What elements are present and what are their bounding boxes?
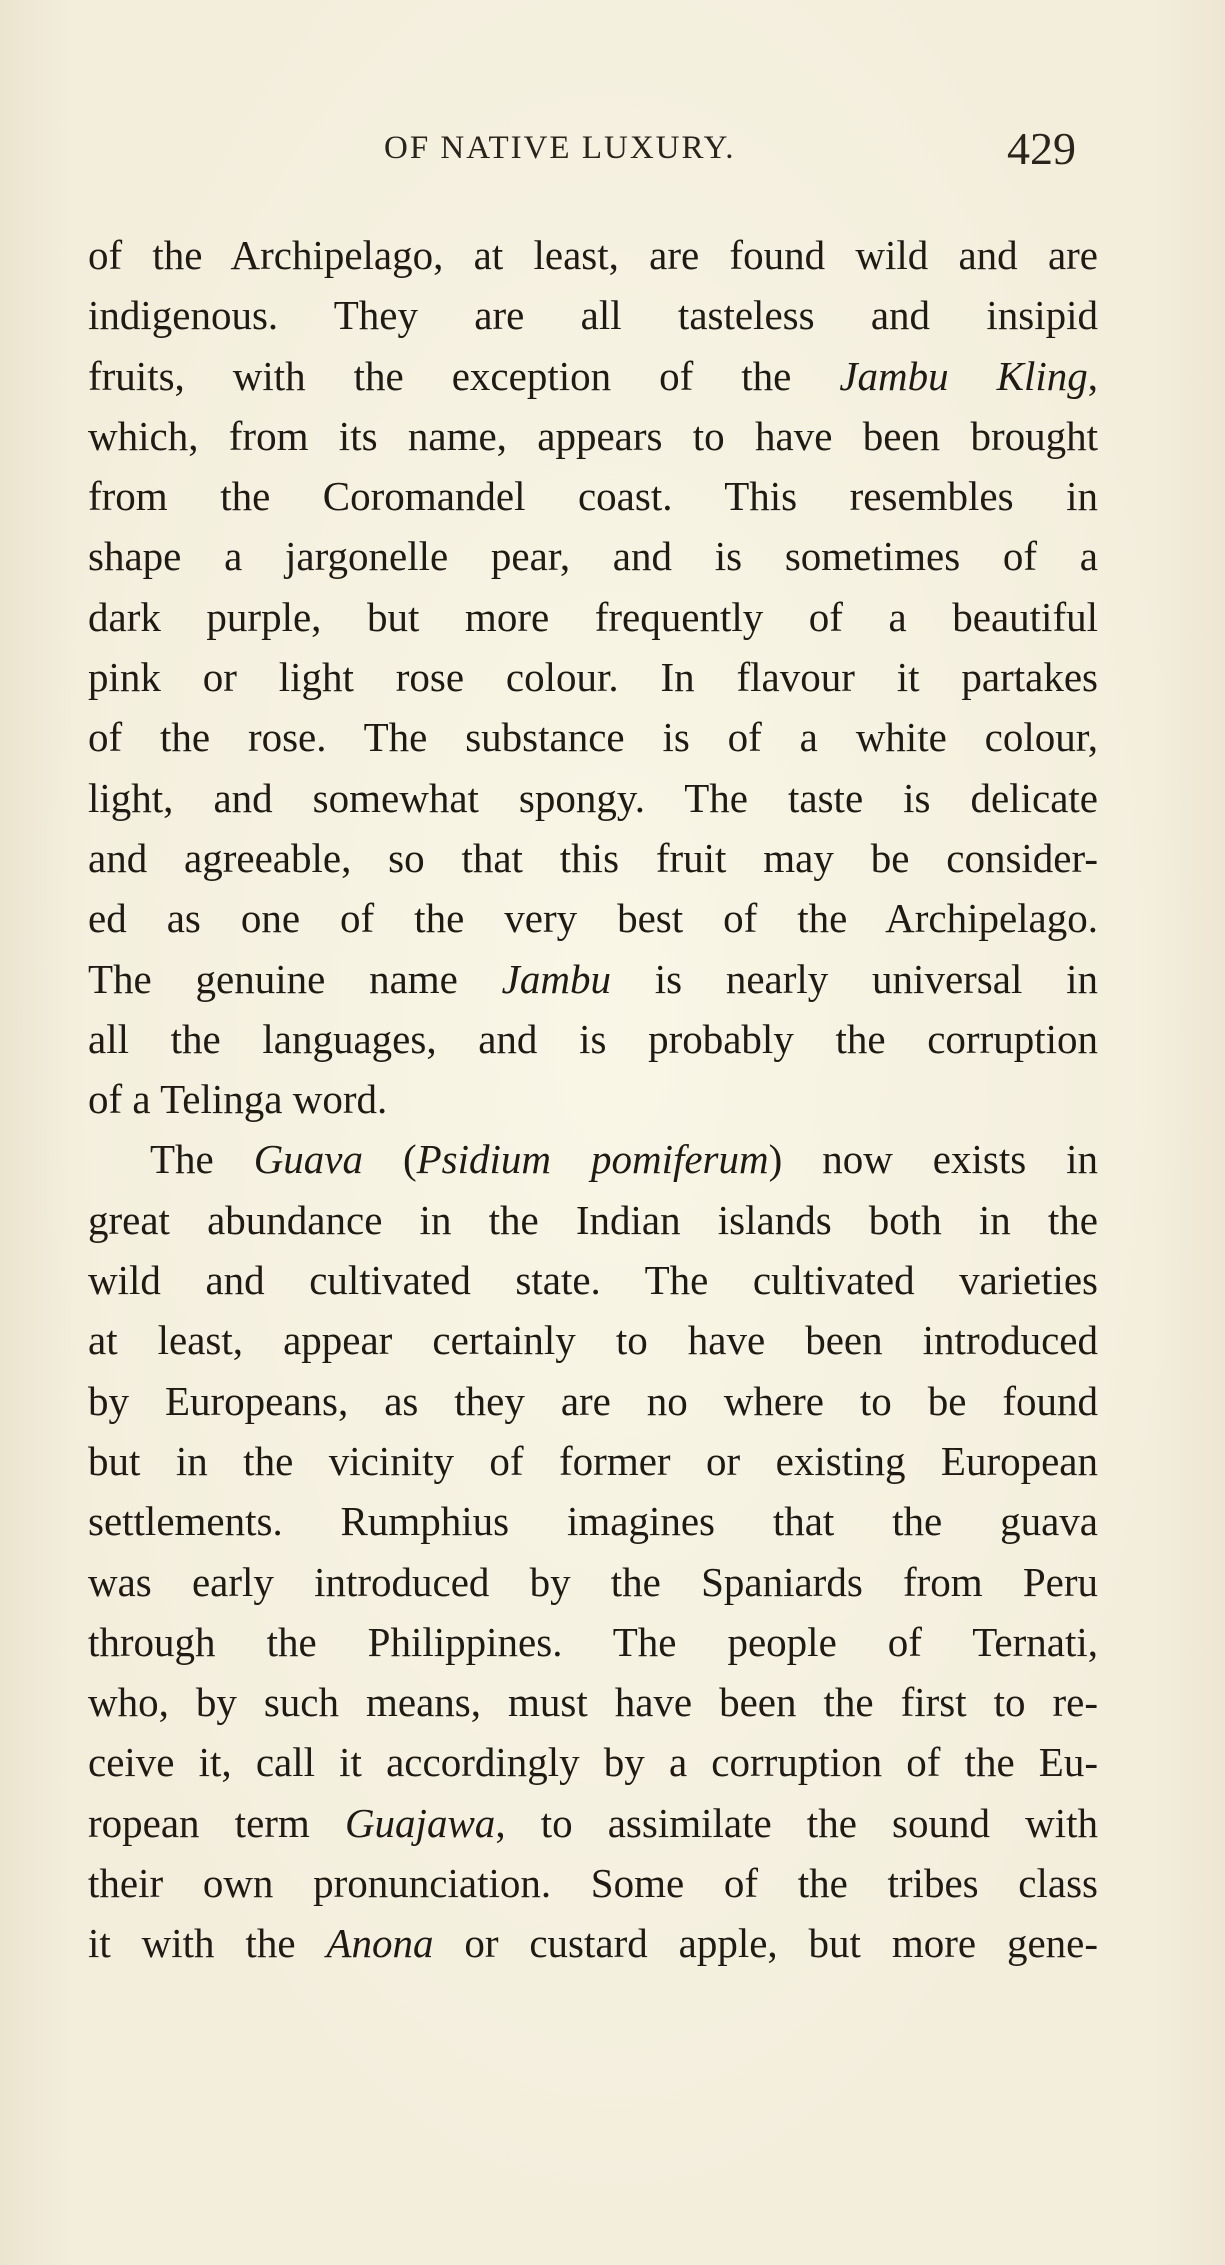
text-run: their own pronunciation. Some of the tribes class	[88, 1860, 1098, 1907]
text-run: who, by such means, must have been the first to re-	[88, 1679, 1098, 1726]
text-run: and agreeable, so that this fruit may be consider-	[88, 834, 1098, 881]
text-run: it with the	[88, 1920, 327, 1967]
text-line	[88, 647, 1098, 707]
text-line	[88, 225, 1098, 285]
text-run: ,	[1087, 352, 1098, 399]
text-run: of a Telinga word.	[88, 1076, 388, 1123]
italic-term: Jambu	[501, 955, 611, 1002]
text-line	[88, 1491, 1098, 1551]
italic-term: Anona	[326, 1920, 434, 1967]
text-line	[88, 1612, 1098, 1672]
italic-term: Psidium pomiferum	[416, 1136, 769, 1183]
text-line	[88, 526, 1098, 586]
italic-term: Guajawa	[344, 1799, 496, 1846]
italic-term: Jambu Kling	[839, 352, 1088, 399]
text-line	[88, 1371, 1098, 1431]
text-run: , to assimilate the sound with	[495, 1799, 1098, 1846]
text-run: or custard apple, but more gene-	[433, 1920, 1098, 1967]
text-run: is nearly universal in	[610, 955, 1098, 1002]
text-line	[88, 285, 1098, 345]
page-number: 429	[1007, 123, 1076, 174]
text-line	[88, 1672, 1098, 1732]
text-line	[88, 1431, 1098, 1491]
text-line	[88, 1250, 1098, 1310]
text-run: all the languages, and is probably the corruption	[88, 1015, 1098, 1062]
text-run: which, from its name, appears to have been brought	[88, 412, 1098, 459]
text-line	[88, 587, 1098, 647]
text-run: indigenous. They are all tasteless and insipid	[88, 292, 1098, 339]
body-text	[88, 225, 1098, 1974]
text-line	[88, 707, 1098, 767]
text-run: shape a jargonelle pear, and is sometimes of a	[88, 533, 1098, 580]
text-run: from the Coromandel coast. This resembles in	[88, 473, 1098, 520]
running-title: OF NATIVE LUXURY.	[384, 130, 736, 166]
text-line	[88, 1732, 1098, 1792]
text-run: great abundance in the Indian islands both in the	[88, 1196, 1098, 1243]
text-run: of the Archipelago, at least, are found wild and are	[88, 232, 1098, 278]
text-run: light, and somewhat spongy. The taste is delicate	[88, 774, 1098, 821]
text-line	[88, 1552, 1098, 1612]
text-line	[88, 1793, 1098, 1853]
text-run: fruits, with the exception of the	[88, 352, 840, 399]
text-run: ) now exists in	[768, 1136, 1099, 1183]
text-run: ed as one of the very best of the Archipelago.	[88, 895, 1098, 942]
paragraph-end-line	[88, 1069, 1098, 1129]
text-run: ropean term	[88, 1799, 345, 1846]
text-line	[88, 1853, 1098, 1913]
text-line	[88, 346, 1098, 406]
text-line	[88, 406, 1098, 466]
paragraph-start-line	[88, 1129, 1098, 1189]
text-run: wild and cultivated state. The cultivated varieties	[88, 1257, 1098, 1304]
text-run: (	[363, 1136, 417, 1183]
text-line	[88, 1009, 1098, 1069]
text-run: pink or light rose colour. In flavour it partakes	[88, 654, 1098, 701]
text-run: of the rose. The substance is of a white colour,	[88, 714, 1098, 761]
text-line	[88, 888, 1098, 948]
text-line	[88, 768, 1098, 828]
text-run: dark purple, but more frequently of a beautiful	[88, 593, 1098, 640]
text-run: by Europeans, as they are no where to be found	[88, 1377, 1098, 1424]
text-run: ceive it, call it accordingly by a corruption of the Eu-	[88, 1739, 1098, 1786]
text-line	[88, 949, 1098, 1009]
text-line	[88, 828, 1098, 888]
text-run: settlements. Rumphius imagines that the guava	[88, 1498, 1098, 1545]
text-line	[88, 1913, 1098, 1973]
text-line	[88, 1310, 1098, 1370]
text-run: through the Philippines. The people of Ternati,	[88, 1618, 1098, 1665]
running-head	[0, 123, 1225, 178]
text-run: The genuine name	[88, 955, 502, 1002]
text-run: at least, appear certainly to have been introduced	[88, 1317, 1098, 1364]
text-line	[88, 466, 1098, 526]
text-line	[88, 1190, 1098, 1250]
text-run: The	[150, 1136, 254, 1183]
italic-term: Guava	[253, 1136, 364, 1183]
text-run: was early introduced by the Spaniards from Peru	[88, 1558, 1098, 1605]
text-run: but in the vicinity of former or existing European	[88, 1437, 1098, 1484]
